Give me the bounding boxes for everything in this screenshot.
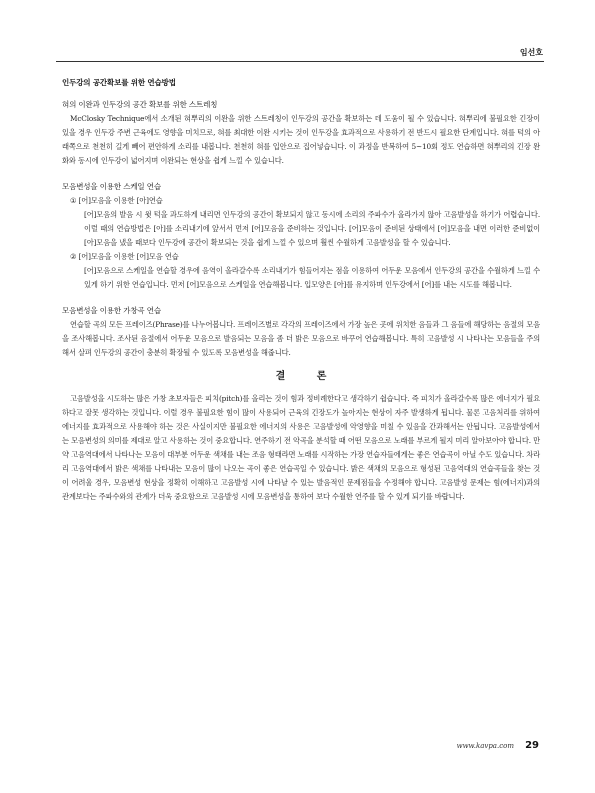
scale-practice-heading: 모음변성을 이용한 스케일 연습 xyxy=(62,182,161,191)
song-practice-heading: 모음변성을 이용한 가창곡 연습 xyxy=(62,306,161,315)
tongue-stretch-paragraph: McClosky Technique에서 소개된 혀뿌리의 이완을 위한 스트레칭이 인두강의 공간을 확보하는 데 도움이 될 수 있습니다. 혀뿌리에 불필요한 긴장이 있을 경우 인두강 주변 근육에도 영향을 미치므로, 혀를 최대한 이완 시키는 것이 인두강을 효과적으로 사용하기 전 반드시 필요한 단계입니다. 혀를 턱의 아래쪽으로 천천히 길게 빼어 편안하게 소리를 내봅니다. 천천히 혀를 입안으로 집어넣습니다. 이 과정을 반복하여 5~10회 정도 연습하면 혀뿌리의 긴장 완화와 동시에 인두강이 넓어지며 이완되는 현상을 쉽게 느낄 수 있습니다. xyxy=(62,114,540,165)
footer-url: www.kavpa.com xyxy=(456,742,514,750)
header-rule xyxy=(56,61,544,62)
header-author: 임선호 xyxy=(519,48,543,57)
page-number: 29 xyxy=(525,740,539,751)
scale-item-1-title: ① [어]모음을 이용한 [아]연습 xyxy=(70,196,163,205)
article-body xyxy=(62,72,540,504)
tongue-stretch-heading: 혀의 이완과 인두강의 공간 확보를 위한 스트레칭 xyxy=(62,100,218,109)
conclusion-title: 결 론 xyxy=(275,371,341,382)
conclusion-paragraph: 고음발성을 시도하는 많은 가창 초보자들은 피치(pitch)를 올리는 것이 힘과 정비례한다고 생각하기 쉽습니다. 즉 피치가 올라갈수록 많은 에너지가 필요하다고 잘못 생각하는 것입니다. 이럴 경우 불필요한 힘이 많이 사용되어 근육의 긴장도가 높아지는 현상이 자주 발생하게 됩니다. 물론 고음처리를 위하여 에너지를 효과적으로 사용해야 하는 것은 사실이지만 불필요한 에너지의 사용은 고음발성에 악영향을 미칠 수 있음을 간과해서는 안됩니다. 고음발성에서는 모음변성의 의미를 제대로 알고 사용하는 것이 중요합니다. 연주하기 전 악곡을 분석할 때 어떤 모음으로 노래를 부르게 될지 미리 알아보아야 합니다. 만약 고음역대에서 나타나는 모음이 대부분 어두운 색채를 내는 조음 형태라면 노래를 시작하는 가장 연습자들에게는 좋은 연습곡이 아닐 수도 있습니다. 차라리 고음역대에서 밝은 색채를 나타내는 모음이 많이 나오는 곡이 좋은 연습곡일 수 있습니다. 밝은 색채의 모음으로 형성된 고음역대의 연습곡들을 찾는 것이 어려울 경우, 모음변성 현상을 정확히 이해하고 고음발성 시에 나타날 수 있는 발음적인 문제점들을 수정해야 합니다. 고음발성 문제는 힘(에너지)과의 관계보다는 주파수와의 관계가 더욱 중요함으로 고음발성 시에 모음변성을 통하여 보다 수월한 연주를 할 수 있게 되기를 바랍니다. xyxy=(62,394,541,501)
scale-item-1-paragraph: [어]모음의 발음 시 윗 턱을 과도하게 내리면 인두강의 공간이 확보되지 않고 동시에 소리의 주파수가 올라가지 않아 고음발성을 하기가 어렵습니다. 이럴 때의 연습방법은 [아]를 소리내기에 앞서서 먼저 [어]모음을 준비하는 것입니다. [어]모음이 준비된 상태에서 [어]모음을 내면 이러한 준비없이 [아]모음을 냈을 때보다 인두강에 공간이 확보되는 것을 쉽게 느낄 수 있으며 훨씬 수월하게 고음발성을 할 수 있습니다. xyxy=(84,210,540,247)
scale-item-2-title: ② [어]모음을 이용한 [어]모음 연습 xyxy=(70,252,179,261)
section-title: 인두강의 공간확보를 위한 연습방법 xyxy=(62,78,176,87)
scale-item-2-paragraph: [어]모음으로 스케일을 연습할 경우에 음역이 올라갈수록 소리내기가 힘들어지는 점을 이용하여 어두운 모음에서 인두강의 공간을 수월하게 느낄 수 있게 하기 위한 연습입니다. 먼저 [어]모음으로 스케일을 연습해봅니다. 입모양은 [아]를 유지하며 인두강에서 [어]를 내는 시도를 해봅니다. xyxy=(84,266,540,289)
page-footer xyxy=(457,733,539,752)
song-practice-paragraph: 연습할 곡의 모든 프레이즈(Phrase)를 나누어봅니다. 프레이즈별로 각각의 프레이즈에서 가장 높은 곳에 위치한 음들과 그 음들에 해당하는 음절의 모음을 조사해봅니다. 조사된 음절에서 어두운 모음으로 발음되는 모음을 좀 더 밝은 모음으로 바꾸어 연습해봅니다. 특히 고음발성 시 나타나는 모음들을 주의해서 살펴 인두강의 공간이 충분히 확장될 수 있도록 모음변성을 해줍니다. xyxy=(62,320,540,357)
